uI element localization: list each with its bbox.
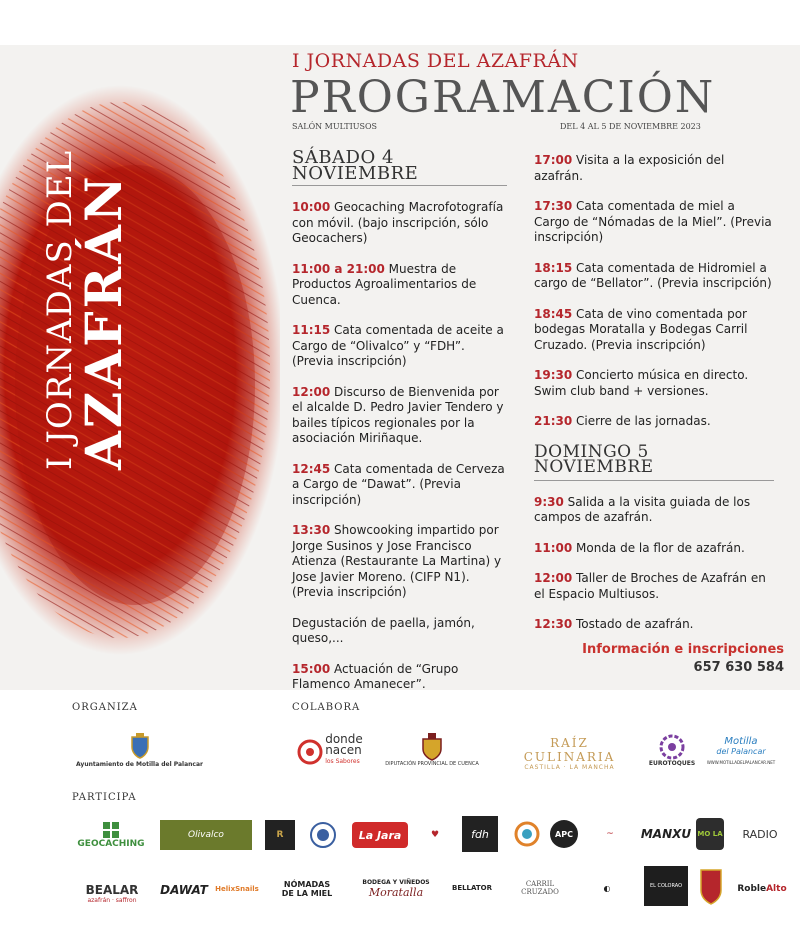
la-manchuela-logo: ♥ [430,830,440,840]
geocaching-name: GEOCACHING [77,839,145,849]
roble-alto-logo [734,878,790,900]
seal-logo [308,820,338,850]
saturday-column [292,147,507,708]
bealar-name: BEALAR [85,882,139,897]
radio-logo [732,822,788,846]
bellator-logo [452,866,492,910]
fdh-name: fdh [471,827,489,841]
organiza-label: ORGANIZA [72,702,138,713]
council-name: Ayuntamiento de Motilla del Palancar [76,761,203,768]
schedule-item [534,414,774,430]
donde-nacen-line1: donde [325,732,363,746]
geocaching-icon [102,821,120,839]
event-text: Visita a la exposición del azafrán. [534,153,725,183]
donde-nacen-logo [290,728,370,773]
ajo-negro-logo: ◐ [603,883,611,893]
event-text: Cata comentada de aceite a Cargo de “Olivalco” y “FDH”. (Previa inscripción) [292,323,504,368]
colabora-label: COLABORA [292,702,361,713]
rex-logo: R [265,820,295,850]
la-jara-logo [352,822,408,848]
donde-nacen-line3: los Sabores [325,758,360,765]
motilla-line2: del Palancar [716,746,766,756]
mola-logo [696,818,724,850]
helix-logo [212,872,262,906]
bellator-name: BELLATOR [451,884,493,892]
schedule-item [534,571,774,602]
participa-label: PARTICIPA [72,792,137,803]
el-colorao-name: EL COLORAO [649,883,683,889]
raiz-culinaria-logo [502,735,637,771]
nomadas-logo [272,874,342,904]
event-text: Tostado de azafrán. [572,617,694,631]
event-text: Discurso de Bienvenida por el alcalde D. Pedro Javier Tendero y bailes típicos regionales por la asociación Miriñaque. [292,384,504,445]
mola-name: MO LA [697,830,723,838]
eurotoques-logo [648,728,696,773]
schedule-item [534,495,774,526]
info-phone: 657 630 584 [693,660,784,675]
event-time: 17:30 [534,199,573,213]
event-time: 17:00 [534,153,573,167]
olivalco-name: Olivalco [188,830,224,840]
motilla-web-logo [702,728,780,773]
moratalla-line1: BODEGA Y VIÑEDOS [362,879,430,886]
la-jara-name: La Jara [358,828,402,842]
schedule-item [292,662,507,693]
bealar-sub: azafrán · saffron [87,896,137,904]
apc-name: APC [555,829,573,839]
coat-of-arms-icon [130,733,150,759]
motilla-url: WWW.MOTILLADELPALANCAR.NET [706,759,776,765]
event-text: Salida a la visita guiada de los campos de azafrán. [534,494,751,524]
top-margin [0,0,800,45]
info-box [582,642,784,675]
event-time: 18:45 [534,306,573,321]
geocaching-logo [72,818,150,852]
saturday-sunday-column [534,153,774,648]
schedule-item [534,153,774,184]
event-time: 10:00 [292,200,331,214]
diputacion-logo [383,725,481,775]
dawat-logo [160,870,208,910]
moratalla-logo [352,872,440,906]
manxu-logo [640,820,692,848]
page-title: PROGRAMACIÓN [290,72,716,123]
event-text: Degustación de paella, jamón, queso,... [292,615,475,645]
olivalco-logo [160,820,252,850]
motilla-line1: Motilla [724,735,758,747]
event-text: Cata de vino comentada por bodegas Moratalla y Bodegas Carril Cruzado. (Previa inscripción) [534,306,748,352]
venue: SALÓN MULTIUSOS [292,122,378,131]
schedule-item [292,262,507,309]
fdh-logo [462,816,498,852]
heading-divider [292,185,507,186]
apc-logo [550,820,578,848]
event-text: Cata comentada de Hidromiel a cargo de “Bellator”. (Previa inscripción) [534,260,772,290]
event-time: 12:45 [292,461,331,476]
anniversary-icon [514,821,540,847]
event-time: 15:00 [292,661,331,676]
donde-nacen-line2: nacen [325,743,362,757]
event-time: 12:00 [292,384,331,399]
schedule-item [292,616,507,647]
el-colorao-logo [644,866,688,906]
schedule-item [292,523,507,601]
carril-cruzado-logo [506,876,574,900]
schedule-item [534,261,774,292]
schedule-item [534,541,774,557]
sunday-heading: DOMINGO 5 NOVIEMBRE [534,441,654,477]
schedule-item [534,199,774,246]
nomadas-line2: DE LA MIEL [281,889,333,898]
heading-divider [534,480,774,481]
event-time: 12:00 [534,571,573,585]
spiral-icon [297,736,323,766]
event-time: 9:30 [534,494,564,509]
event-text: Showcooking impartido por Jorge Susinos y Jose Francisco Atienza (Restaurante La Martina) y Jose Javier Moreno. (CIFP N1). (Previa inscripción) [292,523,502,599]
schedule-item [292,200,507,247]
flower-icon [659,734,685,760]
vertical-title-line2: AZAFRÁN [74,173,133,470]
anniversary-logo [510,818,544,850]
seal-icon [309,821,337,849]
schedule-item [534,307,774,354]
event-time: 12:30 [534,617,573,631]
schedule-item [534,368,774,399]
schedule-item [292,462,507,509]
event-time: 18:15 [534,260,573,275]
event-text: Concierto música en directo. Swim club band + versiones. [534,368,749,398]
event-time: 21:30 [534,414,573,428]
event-time: 11:15 [292,323,331,337]
roble-alto-line1: Roble [737,884,767,894]
event-text: Actuación de “Grupo Flamenco Amanecer”. [292,661,459,691]
shield-icon [699,868,723,906]
event-text: Cierre de las jornadas. [572,414,711,428]
event-text: Taller de Broches de Azafrán en el Espacio Multiusos. [534,571,766,601]
event-text: Monda de la flor de azafrán. [572,540,745,555]
eurotoques-name: EUROTOQUES [648,760,696,767]
bealar-logo [72,876,152,910]
event-text: Cata comentada de Cerveza a Cargo de “Dawat”. (Previa inscripción) [292,461,505,507]
moratalla-line2: Moratalla [368,886,424,899]
saturday-heading: SÁBADO 4 NOVIEMBRE [292,147,419,184]
vertical-title [40,150,133,470]
schedule-item [534,617,774,633]
dawat-name: DAWAT [160,883,208,897]
carril-name: CARRIL CRUZADO [521,880,559,896]
event-text: Muestra de Productos Agroalimentarios de Cuenca. [292,261,477,307]
event-subtitle: I JORNADAS DEL AZAFRÁN [292,50,579,72]
coat-of-arms-icon [421,733,443,761]
schedule-item [292,385,507,447]
shield-logo [696,864,726,910]
event-text: Geocaching Macrofotografía con móvil. (bajo inscripción, sólo Geocachers) [292,200,504,245]
raiz-sub: CASTILLA · LA MANCHA [524,763,615,771]
roble-alto-line2: Alto [766,884,787,894]
nomadas-line1: NÓMADAS [283,880,331,889]
diputacion-name: DIPUTACIÓN PROVINCIAL DE CUENCA [385,761,479,767]
schedule-item [292,323,507,370]
info-label: Información e inscripciones [582,642,784,657]
raiz-name: RAÍZ CULINARIA [523,735,616,764]
motilla-council-logo [72,728,207,773]
vertical-title-line1: I JORNADAS DEL [40,149,80,470]
manxu-name: MANXU [640,827,692,841]
event-time: 19:30 [534,368,573,382]
radio-name: RADIO [742,827,778,841]
helix-name: HelixSnails [215,885,259,893]
event-time: 11:00 [534,540,573,555]
aguas-logo: ~ [606,829,614,839]
event-time: 13:30 [292,523,331,537]
event-dates: DEL 4 AL 5 DE NOVIEMBRE 2023 [560,122,701,131]
event-text: Cata comentada de miel a Cargo de “Nómadas de la Miel”. (Previa inscripción) [534,199,772,244]
event-time: 11:00 a 21:00 [292,261,385,276]
